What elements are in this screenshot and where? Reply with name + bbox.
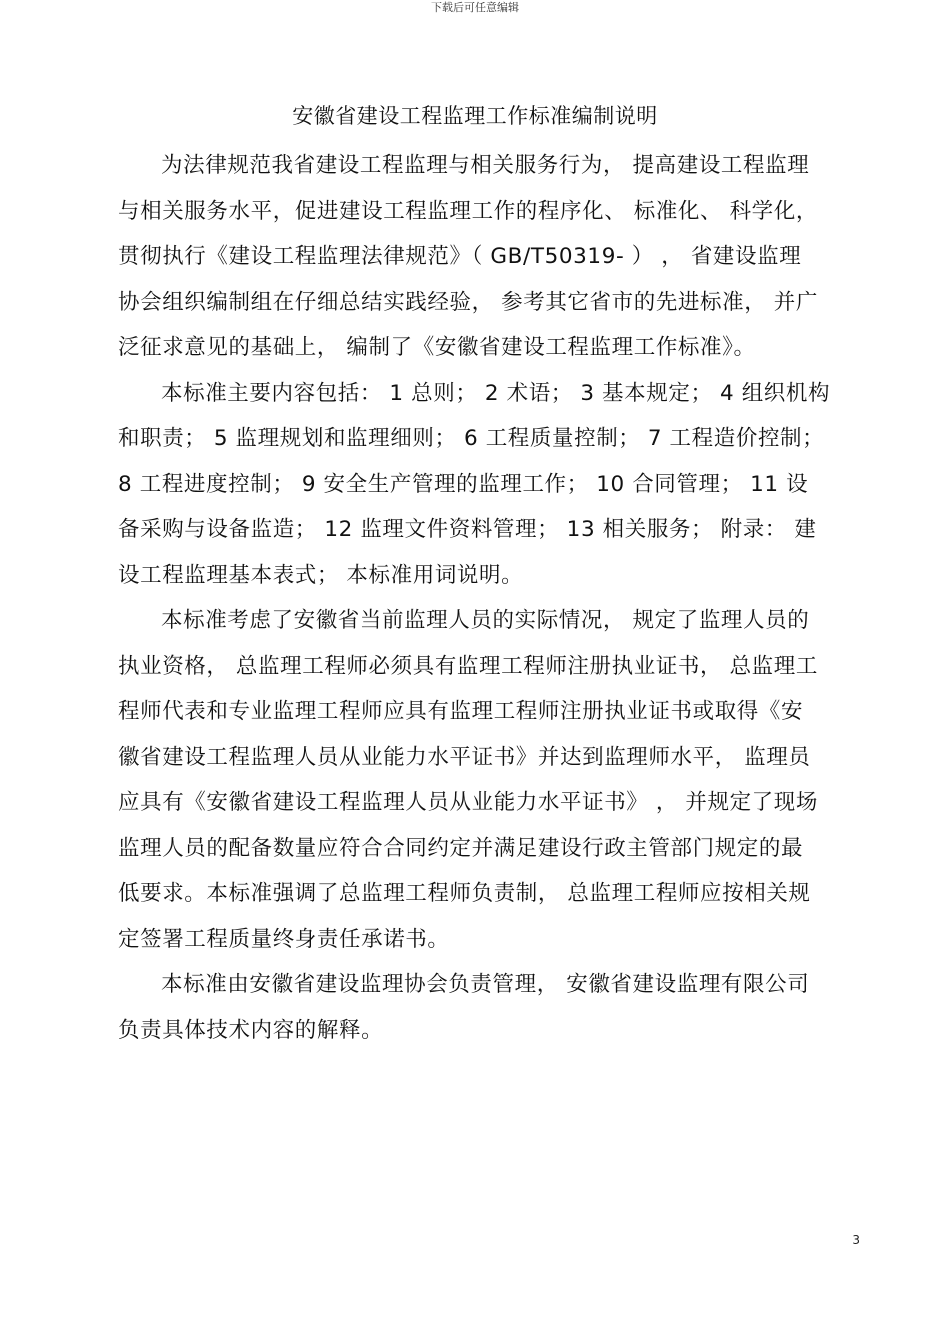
text-line: 和职责； 5 监理规划和监理细则； 6 工程质量控制； 7 工程造价控制； (118, 426, 825, 451)
text-line: 负责具体技术内容的解释。 (118, 1017, 384, 1043)
text-line: 泛征求意见的基础上， 编制了《安徽省建设工程监理工作标准》。 (118, 335, 756, 360)
text-line: 与相关服务水平，促进建设工程监理工作的程序化、 标准化、 科学化， (118, 198, 818, 224)
text-line: 定签署工程质量终身责任承诺书。 (118, 926, 450, 952)
text-line: 8 工程进度控制； 9 安全生产管理的监理工作； 10 合同管理； 11 设 (118, 471, 809, 497)
page-number: 3 (852, 1233, 860, 1247)
text-line: 为法律规范我省建设工程监理与相关服务行为， 提高建设工程监理 (161, 153, 810, 178)
header-note: 下载后可任意编辑 (431, 1, 519, 14)
text-line: 贯彻执行《建设工程监理法律规范》（ GB/T50319- ） ， 省建设监理 (118, 244, 802, 269)
document-body (118, 143, 863, 1053)
text-line: 程师代表和专业监理工程师应具有监理工程师注册执业证书或取得《安 (118, 699, 804, 724)
text-line: 本标准主要内容包括： 1 总则； 2 术语； 3 基本规定； 4 组织机构 (161, 380, 831, 406)
text-line: 执业资格， 总监理工程师必须具有监理工程师注册执业证书， 总监理工 (118, 653, 818, 679)
text-line: 本标准考虑了安徽省当前监理人员的实际情况， 规定了监理人员的 (161, 608, 810, 633)
text-line: 协会组织编制组在仔细总结实践经验， 参考其它省市的先进标准， 并广 (118, 289, 818, 315)
text-line: 应具有《安徽省建设工程监理人员从业能力水平证书》 ， 并规定了现场 (118, 790, 818, 815)
text-line: 本标准由安徽省建设监理协会负责管理， 安徽省建设监理有限公司 (161, 972, 810, 997)
document-title: 安徽省建设工程监理工作标准编制说明 (292, 104, 658, 128)
text-line: 监理人员的配备数量应符合合同约定并满足建设行政主管部门规定的最 (118, 835, 804, 861)
text-line: 设工程监理基本表式； 本标准用词说明。 (118, 562, 524, 588)
text-line: 低要求。本标准强调了总监理工程师负责制， 总监理工程师应按相关规 (118, 881, 811, 906)
text-line: 备采购与设备监造； 12 监理文件资料管理； 13 相关服务； 附录： 建 (118, 517, 817, 542)
text-line: 徽省建设工程监理人员从业能力水平证书》并达到监理师水平， 监理员 (118, 744, 811, 770)
